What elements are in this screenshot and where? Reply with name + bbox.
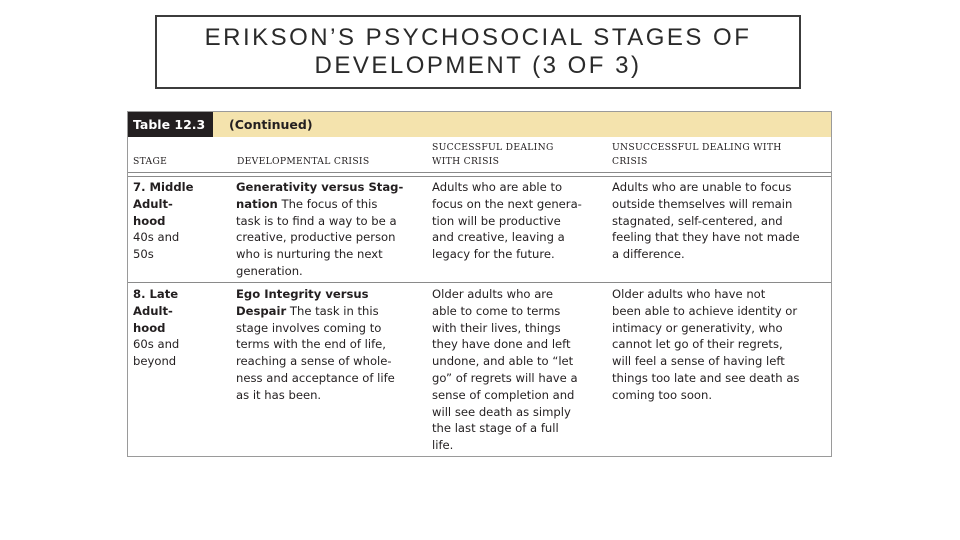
crisis-text: The focus of this task is to find a way to be a creative, productive person who is nurturing the next generation. <box>236 196 397 278</box>
crisis-title: Generativity versus Stag- nation <box>236 180 404 211</box>
stage-age: 40s and 50s <box>133 230 180 262</box>
erikson-table <box>127 111 832 457</box>
header-crisis: DEVELOPMENTAL CRISIS <box>237 156 370 167</box>
slide-title-line2: DEVELOPMENT (3 OF 3) <box>314 52 642 79</box>
stage-name: 7. Middle Adult- hood <box>133 180 194 228</box>
table-row-8-stage <box>133 286 179 370</box>
slide-title <box>155 15 801 89</box>
header-successful: SUCCESSFUL DEALING WITH CRISIS <box>432 142 554 167</box>
header-stage: STAGE <box>133 156 168 167</box>
table-row-7-unsuccessful: Adults who are unable to focus outside themselves will remain stagnated, self-centered, and feeling that they have not made a difference. <box>612 180 800 262</box>
crisis-title: Ego Integrity versus Despair <box>236 287 369 318</box>
stage-age: 60s and beyond <box>133 337 180 369</box>
crisis-text: The task in this stage involves coming to terms with the end of life, reaching a sense of whole- ness and acceptance of life as it has been. <box>236 303 395 402</box>
table-row-7-successful: Adults who are able to focus on the next genera- tion will be productive and creative, leaving a legacy for the future. <box>432 180 582 262</box>
stage-name: 8. Late Adult- hood <box>133 287 179 335</box>
table-continued-label: (Continued) <box>229 117 313 132</box>
table-label: Table 12.3 <box>128 112 213 137</box>
slide-title-line1: ERIKSON’S PSYCHOSOCIAL STAGES OF <box>204 24 752 51</box>
header-rule-bottom <box>128 176 831 177</box>
table-row-8-successful: Older adults who are able to come to terms with their lives, things they have done and left undone, and able to “let go” of regrets will have a sense of completion and will see death as simply the last stage of a full life. <box>432 287 578 453</box>
row-divider <box>128 282 831 283</box>
table-row-8-crisis <box>236 286 395 404</box>
table-row-7-crisis <box>236 179 403 280</box>
table-row-8-unsuccessful: Older adults who have not been able to achieve identity or intimacy or generativity, who cannot let go of their regrets, will feel a sense of having left things too late and see death as coming too soon. <box>612 287 800 402</box>
header-rule-top <box>128 172 831 173</box>
header-unsuccessful: UNSUCCESSFUL DEALING WITH CRISIS <box>612 142 782 167</box>
table-row-7-stage <box>133 179 193 263</box>
